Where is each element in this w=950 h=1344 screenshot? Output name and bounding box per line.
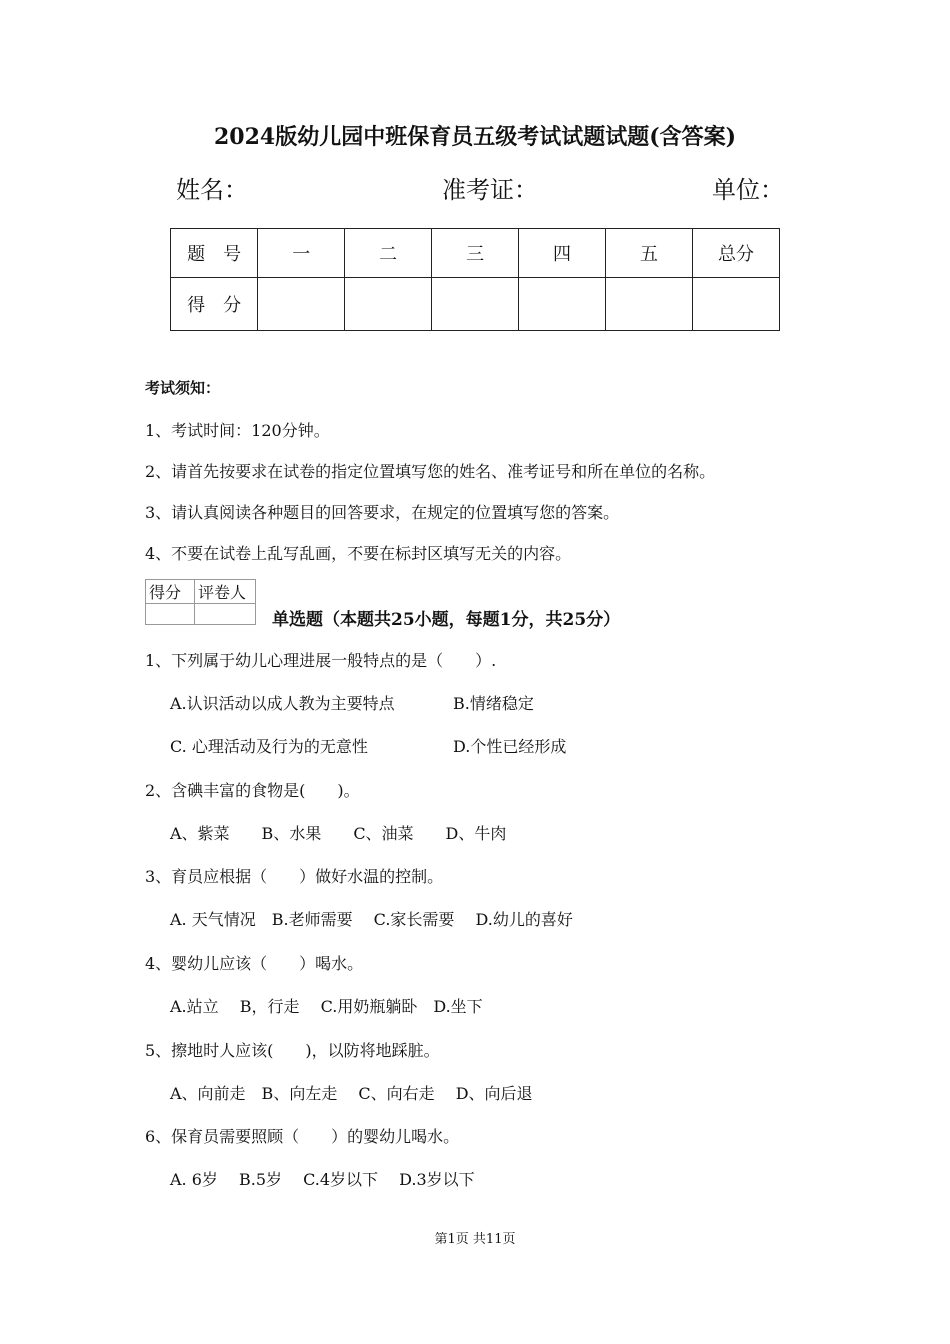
question-options-line: A、紫菜 B、水果 C、油菜 D、牛肉 <box>170 824 507 843</box>
score-table <box>170 228 780 331</box>
score-row-label: 得 分 <box>171 278 258 331</box>
question-text: 4、婴幼儿应该（ ）喝水。 <box>145 954 364 973</box>
score-table-header-cell: 四 <box>519 229 606 278</box>
score-cell <box>692 278 779 331</box>
question-options-line: A.站立 B，行走 C.用奶瓶躺卧 D.坐下 <box>170 997 483 1016</box>
score-cell <box>606 278 693 331</box>
notice-item: 1、考试时间：120分钟。 <box>145 421 330 440</box>
question-text: 6、保育员需要照顾（ ）的婴幼儿喝水。 <box>145 1127 460 1146</box>
grader-table <box>145 579 256 625</box>
score-table-header-cell: 一 <box>258 229 345 278</box>
score-table-header-cell: 总分 <box>692 229 779 278</box>
name-field-label: 姓名： <box>176 176 248 204</box>
question-option: D.个性已经形成 <box>453 737 567 756</box>
grader-table-grader-label: 评卷人 <box>195 580 256 604</box>
question-options-line: A、向前走 B、向左走 C、向右走 D、向后退 <box>170 1084 533 1103</box>
score-cell <box>258 278 345 331</box>
notice-item: 4、不要在试卷上乱写乱画，不要在标封区填写无关的内容。 <box>145 544 572 563</box>
grader-table-cell <box>195 604 256 625</box>
score-table-header-cell: 题 号 <box>171 229 258 278</box>
question-option: A.认识活动以成人教为主要特点 <box>170 694 395 713</box>
score-cell <box>345 278 432 331</box>
question-text: 5、擦地时人应该( )，以防将地踩脏。 <box>145 1041 440 1060</box>
section-title: 单选题（本题共25小题，每题1分，共25分） <box>272 610 621 630</box>
question-text: 2、含碘丰富的食物是( )。 <box>145 781 360 800</box>
score-cell <box>432 278 519 331</box>
score-table-header-cell: 五 <box>606 229 693 278</box>
notice-item: 3、请认真阅读各种题目的回答要求，在规定的位置填写您的答案。 <box>145 503 620 522</box>
score-table-header-row <box>171 229 780 278</box>
question-option: C. 心理活动及行为的无意性 <box>170 737 368 756</box>
notice-heading: 考试须知： <box>145 379 221 397</box>
notice-item: 2、请首先按要求在试卷的指定位置填写您的姓名、准考证号和所在单位的名称。 <box>145 462 716 481</box>
question-text: 3、育员应根据（ ）做好水温的控制。 <box>145 867 444 886</box>
question-options-line: A. 天气情况 B.老师需要 C.家长需要 D.幼儿的喜好 <box>170 910 573 929</box>
score-table-header-cell: 三 <box>432 229 519 278</box>
grader-table-cell <box>146 604 195 625</box>
question-text: 1、下列属于幼儿心理进展一般特点的是（ ）. <box>145 651 497 670</box>
score-table-header-cell: 二 <box>345 229 432 278</box>
exam-id-field-label: 准考证： <box>442 176 538 204</box>
grader-table-score-label: 得分 <box>146 580 195 604</box>
score-cell <box>519 278 606 331</box>
unit-field-label: 单位： <box>712 176 784 204</box>
question-option: B.情绪稳定 <box>453 694 534 713</box>
score-table-score-row <box>171 278 780 331</box>
question-options-line: A. 6岁 B.5岁 C.4岁以下 D.3岁以下 <box>170 1170 475 1189</box>
document-title: 2024版幼儿园中班保育员五级考试试题试题(含答案) <box>213 124 737 150</box>
page-footer: 第1页 共11页 <box>434 1232 516 1247</box>
